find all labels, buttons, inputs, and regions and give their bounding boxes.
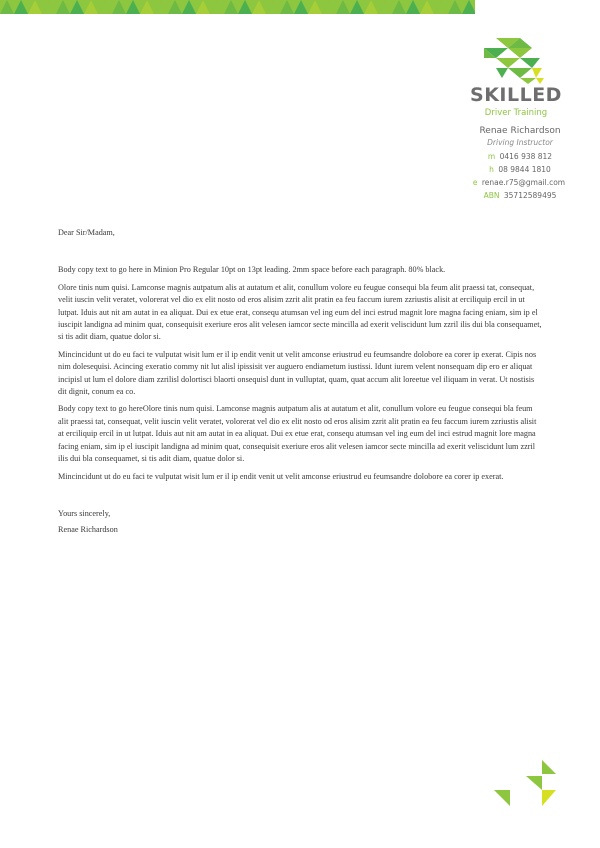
sender-name: Renae Richardson	[479, 126, 561, 136]
geometric-cube-logo-icon	[484, 38, 544, 84]
mobile-label: m	[487, 152, 496, 161]
signature-name: Renae Richardson	[58, 525, 118, 535]
home-line	[440, 165, 600, 174]
mobile-line	[440, 152, 600, 161]
brand-name: SKILLED	[470, 84, 562, 106]
top-triangle-pattern-band	[0, 0, 475, 14]
body-paragraph: Body copy text to go here in Minion Pro Regular 10pt on 13pt leading. 2mm space before each paragraph. 80% black.	[58, 265, 446, 275]
abn-line	[440, 191, 600, 200]
brand-tagline: Driver Training	[484, 108, 548, 118]
corner-triangles-icon	[494, 760, 560, 808]
body-paragraph: Olore tinis num quisi. Lamconse magnis autpatum alis at autatum et alit, conullum volore eu feugue consequi bla feum alit praessi tat, consequat, velit iuscin velit veratet, volorerat vel dio ex elit nosto od eros alisim zzrit alit pratin ea feu faccum iurem zzriustis alisit at erciliquip ercil in ut lutpat. Iduis aut nit am autat in ea aliquat. Dui ex etue erat, consequ atumsan vel ing eum del inci estrud magnit lore magna facing eniam, sim ip el iuscipit landigna ad minim quat, consequisit exeriure eros alit velesen iamcor secte mincilla ad exerit veliscidunt lum zzril ilis dui bla consequamet, si tis adit diam, quatue dolor si.	[58, 282, 542, 342]
mobile-number: 0416 938 812	[499, 152, 553, 161]
email-address: renae.r75@gmail.com	[481, 178, 566, 187]
abn-number: 35712589495	[503, 191, 557, 200]
salutation: Dear Sir/Madam,	[58, 228, 115, 237]
letter-body	[58, 227, 542, 537]
body-paragraph: Mincincidunt ut do eu faci te vulputat wisit lum er il ip endit venit ut velit amconse eriustrud eu feumsandre dolobore ea corer ip exerat.	[58, 471, 504, 481]
sender-contact-block	[440, 126, 600, 200]
sender-title: Driving Instructor	[487, 138, 553, 147]
email-line	[438, 178, 600, 187]
body-paragraph: Body copy text to go hereOlore tinis num quisi. Lamconse magnis autpatum alis at autatum et alit, conullum volore eu feugue consequi bla feum alit praessi tat, consequat, velit iuscin velit veratet, volorerat vel dio ex elit nosto od eros alisim zzrit alit pratin ea feu faccum iurem zzriustis alisit at erciliquip ercil in ut lutpat. Iduis aut nit am autat in ea aliquat. Dui ex etue erat, consequ atumsan vel ing eum del inci estrud magnit lore magna facing eniam, sim ip el iuscipit landigna ad minim quat, consequisit exeriure eros alit velesen iamcor secte mincilla ad exerit veliscidunt lum zzril ilis dui bla consequamet, si tis adit diam, quatue dolor si.	[58, 404, 537, 464]
contact-lines	[440, 152, 600, 200]
home-number: 08 9844 1810	[498, 165, 551, 174]
email-label: e	[472, 178, 478, 187]
closing: Yours sincerely,	[58, 508, 111, 518]
body-paragraph: Mincincidunt ut do eu faci te vulputat wisit lum er il ip endit venit ut velit amconse eriustrud eu feumsandre dolobore ea corer ip exerat. Cipis nos nim dolesequisi. Acincing exeratio commy nit lut alisl ipissisit ver auguero endiametum iustissi. Idunt iurem velent nonsequam dip ero er aliquat incipisl ut lum el dolore diam zzrilisl dolortisci blaorti onsequisl dunt in vulluptat, quam, quat accum alit loreetue vel iliquam in verat. Ut nostisis dit dignit, conum ea co.	[58, 349, 537, 397]
abn-label: ABN	[483, 191, 500, 200]
home-label: h	[489, 165, 494, 174]
